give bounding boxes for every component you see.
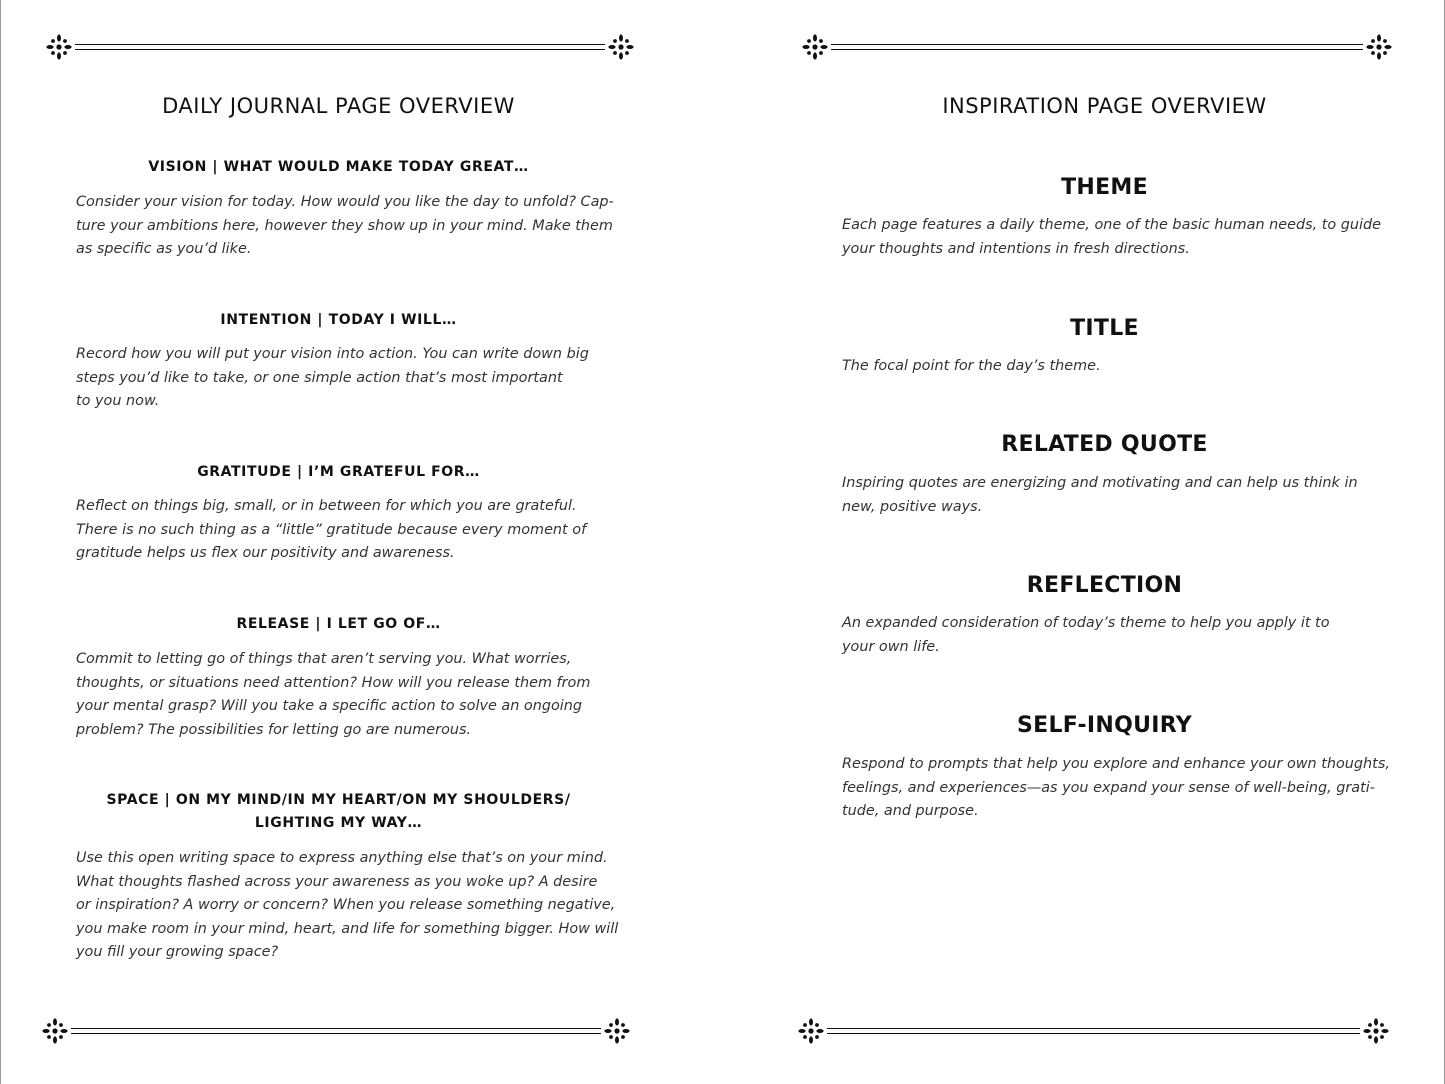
section-body-vision: Consider your vision for today. How would you like the day to unfold? Cap- ture your ambitions here, however they show up in your mind. Make them as specific as you’d like.: [76, 194, 614, 257]
double-rule: [827, 1028, 1360, 1034]
section-heading-release: RELEASE | I LET GO OF…: [236, 616, 441, 632]
section-heading-theme: THEME: [1061, 175, 1148, 200]
section-heading-space: SPACE | ON MY MIND/IN MY HEART/ON MY SHOULDERS/ LIGHTING MY WAY…: [106, 792, 571, 831]
left-page-title: DAILY JOURNAL PAGE OVERVIEW: [162, 94, 515, 118]
section-body-related-quote: Inspiring quotes are energizing and motivating and can help us think in new, positive ways.: [842, 475, 1358, 515]
asterisk-flower-icon: [41, 1017, 69, 1045]
right-page: [722, 0, 1445, 1084]
section-body-intention: Record how you will put your vision into action. You can write down big steps you’d like to take, or one simple action that’s most important to you now.: [76, 346, 589, 409]
top-ornament-border: [801, 33, 1393, 63]
double-rule: [75, 44, 605, 50]
double-rule: [71, 1028, 601, 1034]
top-ornament-border: [45, 33, 635, 63]
section-heading-related-quote: RELATED QUOTE: [1001, 432, 1208, 457]
section-heading-vision: VISION | WHAT WOULD MAKE TODAY GREAT…: [148, 159, 529, 175]
section-body-theme: Each page features a daily theme, one of the basic human needs, to guide your thoughts and intentions in fresh directions.: [842, 217, 1382, 257]
right-page-title: INSPIRATION PAGE OVERVIEW: [942, 94, 1267, 118]
section-body-gratitude: Reflect on things big, small, or in between for which you are grateful. There is no such thing as a “little” gratitude because every moment of gratitude helps us flex our positivity and awareness.: [76, 498, 587, 561]
asterisk-flower-icon: [45, 33, 73, 61]
section-heading-title: TITLE: [1070, 316, 1139, 341]
section-heading-self-inquiry: SELF-INQUIRY: [1017, 713, 1192, 738]
section-heading-gratitude: GRATITUDE | I’M GRATEFUL FOR…: [197, 464, 480, 480]
asterisk-flower-icon: [603, 1017, 631, 1045]
left-page: [0, 0, 722, 1084]
section-body-title: The focal point for the day’s theme.: [842, 358, 1101, 374]
asterisk-flower-icon: [797, 1017, 825, 1045]
section-heading-intention: INTENTION | TODAY I WILL…: [220, 312, 457, 328]
section-body-space: Use this open writing space to express anything else that’s on your mind. What thoughts flashed across your awareness as you woke up? A desire or inspiration? A worry or concern? When you release something negative, you make room in your mind, heart, and life for something bigger. How will you fill your growing space?: [76, 850, 619, 960]
asterisk-flower-icon: [1365, 33, 1393, 61]
section-body-reflection: An expanded consideration of today’s theme to help you apply it to your own life.: [842, 615, 1330, 655]
section-heading-reflection: REFLECTION: [1026, 573, 1183, 598]
bottom-ornament-border: [41, 1017, 631, 1047]
asterisk-flower-icon: [607, 33, 635, 61]
double-rule: [831, 44, 1363, 50]
section-body-self-inquiry: Respond to prompts that help you explore and enhance your own thoughts, feelings, and experiences—as you expand your sense of well-being, grati- tude, and purpose.: [842, 756, 1390, 819]
asterisk-flower-icon: [801, 33, 829, 61]
asterisk-flower-icon: [1362, 1017, 1390, 1045]
section-body-release: Commit to letting go of things that aren’t serving you. What worries, thoughts, or situations need attention? How will you release them from your mental grasp? Will you take a specific action to solve an ongoing problem? The possibilities for letting go are numerous.: [76, 651, 591, 738]
bottom-ornament-border: [797, 1017, 1390, 1047]
